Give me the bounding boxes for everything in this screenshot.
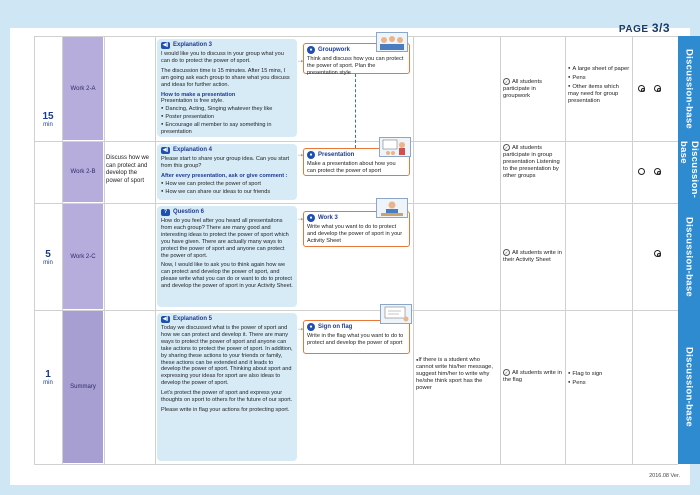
box-title: Explanation 4: [173, 147, 213, 154]
time-value: 1: [45, 369, 51, 380]
bullet-item: ● Poster presentation: [161, 113, 293, 121]
arrow-icon: ⇢: [298, 153, 304, 159]
eval-value: All students participate in group presentation Listening to the presentation by other groups: [503, 145, 560, 179]
material-item: ● Pens: [568, 378, 630, 387]
explanation-text: Presentation is free style.: [161, 98, 224, 105]
box-title: Question 6: [173, 209, 205, 216]
box-title: Explanation 3: [173, 42, 213, 49]
question-icon: ?: [161, 209, 170, 216]
explanation-subheading: After every presentation, ask or give comment :: [161, 172, 288, 179]
circle-mark: [638, 168, 645, 175]
box-title: Sign on flag: [318, 323, 353, 330]
box-header: [307, 323, 406, 331]
time-unit: min: [43, 122, 53, 128]
box-header: [161, 209, 293, 216]
explanation-text: Today we discussed what is the power of sport and how we can protect and develop it. There are many ways to protect the power of sport and anyone can take actions to protect the power of sport. In addition, by sharing these actions to your friends or family, these actions can be extended and it leads to develop the power of sport. Thinking about sport and expressing your ideas for sport are also ideas to develop the power of sport.: [161, 325, 293, 387]
check-icon: [503, 250, 512, 256]
explanation-bullets: [161, 105, 293, 136]
explanation-bullets: [161, 180, 293, 196]
activity-text: Make a presentation about how you can protect the power of sport: [307, 161, 396, 174]
explanation-text: I would like you to discuss in your group what you can do to protect the power of sport.: [161, 51, 284, 64]
page-number-value: 3/3: [651, 21, 670, 35]
grid-line: [500, 36, 501, 464]
bullet-item: ● Dancing, Acting, Singing whatever they like: [161, 105, 293, 113]
presentation-illustration: [379, 137, 411, 157]
box-title: Work 3: [318, 214, 338, 221]
flag-icon: ●: [307, 323, 315, 331]
double-circle-mark: [638, 85, 645, 92]
eval-value: All students write in the flag: [503, 370, 562, 383]
flow-line: [355, 74, 356, 148]
explanation-4-box: [157, 144, 297, 200]
materials-list-4: [568, 369, 630, 387]
activity-text: Write in the flag what you want to do to protect and develop the power of sport: [307, 333, 404, 346]
bullet-dot: ●: [416, 357, 419, 362]
box-header: [161, 147, 293, 154]
side-label-3: [678, 203, 700, 310]
people-illustration: [377, 33, 407, 51]
person-icon: ●: [307, 214, 315, 222]
double-circle-mark: [654, 250, 661, 257]
activity-text: Write what you want to do to protect and develop the power of sport in your Activity Sheet: [307, 224, 403, 244]
version-label: 2016.08 Ver.: [649, 473, 680, 479]
phase-label: Summary: [70, 384, 96, 390]
side-label-2: [678, 141, 700, 203]
eval-text-4: [503, 369, 563, 384]
check-icon: [503, 79, 512, 85]
material-item: ● Pens: [568, 73, 630, 82]
arrow-icon: ⇢: [298, 59, 304, 65]
box-header: [161, 316, 293, 323]
student-writing-illustration: [377, 199, 407, 217]
grid-line: [34, 36, 678, 37]
check-icon: [503, 145, 512, 151]
arrow-icon: ⇢: [298, 217, 304, 223]
grid-line: [632, 36, 633, 464]
explanation-5-box: [157, 313, 297, 461]
eval-text-3: [503, 249, 563, 264]
time-unit: min: [43, 380, 53, 386]
side-label-4: [678, 310, 700, 464]
grid-line: [565, 36, 566, 464]
side-label-1: [678, 36, 700, 141]
time-cell-2: [34, 250, 62, 268]
side-label-text: Discussion-base: [683, 347, 695, 427]
people-icon: ●: [307, 46, 315, 54]
double-circle-mark: [654, 168, 661, 175]
page-number: [619, 21, 670, 35]
speaker-icon: ◀): [162, 42, 169, 49]
side-label-text: Discussion-base: [683, 216, 695, 297]
grid-line: [34, 203, 678, 204]
phase-summary: [63, 311, 103, 463]
phase-work-2a: [63, 37, 103, 140]
flag-illustration: [380, 304, 412, 324]
explanation-text: The discussion time is 15 minutes. After 15 mins, I am going ask each group to share what you discuss and ideas for further action.: [161, 67, 290, 88]
explanation-subheading: How to make a presentation: [161, 91, 236, 98]
support-text: [416, 356, 496, 392]
box-header: [161, 42, 293, 49]
sign-on-flag-box: [303, 320, 410, 354]
phase-work-2b: [63, 142, 103, 202]
eval-text-1: [503, 78, 563, 100]
box-title: Explanation 5: [173, 316, 213, 323]
phase-label: Work 2-C: [70, 253, 96, 260]
speaker-icon: ◀): [162, 147, 169, 154]
time-value: 5: [45, 249, 51, 260]
side-label-text: Discussion-base: [678, 141, 700, 199]
flag-signing-illustration: [381, 305, 411, 323]
top-band: [10, 10, 690, 28]
materials-list-1: [568, 64, 630, 105]
material-item: ● Other items which may need for group presentation: [568, 82, 630, 105]
grid-line: [413, 36, 414, 464]
arrow-icon: ⇢: [298, 327, 304, 333]
explanation-text: Let's protect the power of sport and express your thoughts on sport to others for the future of our sport.: [161, 390, 293, 404]
time-cell-3: [34, 370, 62, 388]
explanation-3-box: [157, 39, 297, 137]
double-circle-mark: [654, 85, 661, 92]
person-icon: ●: [307, 151, 315, 159]
bullet-item: ● Encourage all member to say something in presentation: [161, 121, 293, 136]
check-icon: [503, 370, 512, 376]
grid-line: [34, 310, 678, 311]
material-item: ● Flag to sign: [568, 369, 630, 378]
explanation-text: How do you feel after you heard all presentaitons from each group? There are many good and interesting ideas to protect the power of sport which you have given. There are actually many ways to protect the power of sport and anyone can protect the power of sport.: [161, 218, 289, 259]
side-label-text: Discussion-base: [683, 48, 695, 129]
box-title: Groupwork: [318, 46, 351, 53]
presenter-illustration: [380, 138, 410, 156]
page-label-text: PAGE: [618, 24, 649, 35]
box-title: Presentation: [318, 151, 355, 158]
writing-illustration: [376, 198, 408, 218]
phase-label: Work 2-B: [70, 169, 96, 175]
explanation-text: Please start to share your group idea. Can you start from this group?: [161, 156, 290, 169]
time-unit: min: [43, 260, 53, 266]
groupwork-illustration: [376, 32, 408, 52]
grid-line: [34, 141, 678, 142]
purpose-text: Discuss how we can protect and develop the power of sport: [106, 155, 150, 184]
phase-work-2c: [63, 204, 103, 309]
explanation-text: Please write in flag your actions for protecting sport.: [161, 406, 290, 413]
speaker-icon: ◀): [162, 316, 169, 323]
grid-line: [104, 36, 105, 464]
time-value: 15: [42, 111, 54, 122]
eval-text-2: [503, 144, 563, 180]
grid-line: [34, 464, 678, 465]
bullet-item: ● How we can protect the power of sport: [161, 180, 293, 188]
bullet-item: ● How we can share our ideas to our friends: [161, 188, 293, 196]
support-value: If there is a student who cannot write his/her message, suggest him/her to write why he/she think sport has the power: [416, 357, 494, 391]
question-6-box: [157, 206, 297, 307]
eval-value: All students write in their Activity Sheet: [503, 250, 562, 263]
explanation-text: Now, I would like to ask you to think again how we can protect and develop the power of sport, and please write what you can do or want to do to protect and develop the power of sport in your Activity Sheet.: [161, 262, 293, 290]
phase-label: Work 2-A: [70, 85, 96, 92]
time-cell-1: [34, 112, 62, 130]
material-item: ● A large sheet of paper: [568, 64, 630, 73]
grid-line: [155, 36, 156, 464]
eval-value: All students participate in groupwork: [503, 79, 542, 99]
activity-text: Think and discuss how you can protect the power of sport. Plan the presentation style: [307, 56, 404, 76]
